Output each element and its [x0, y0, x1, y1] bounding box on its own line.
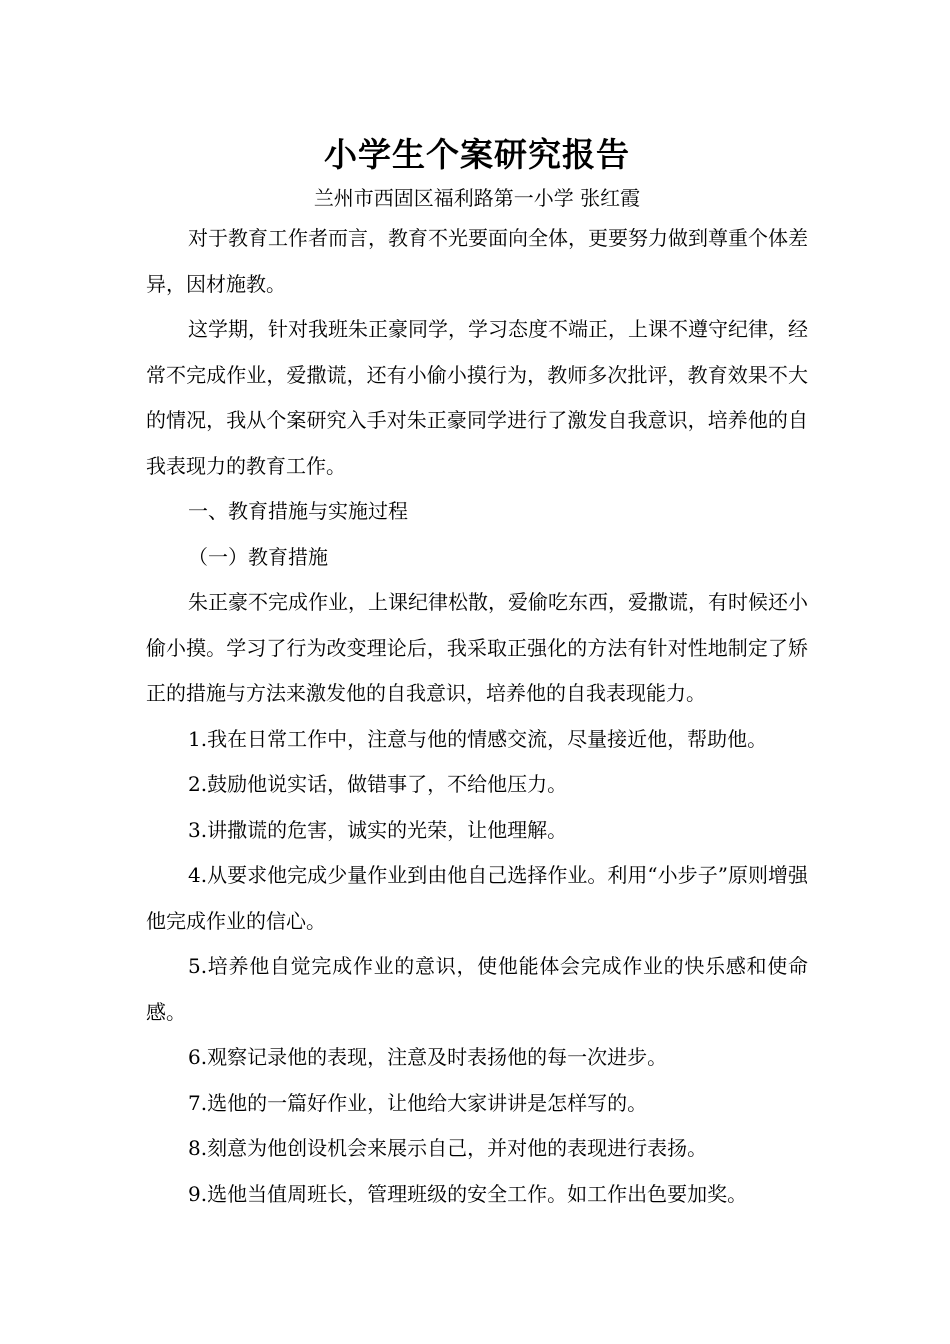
subsection-heading: （一）教育措施 — [188, 544, 328, 569]
measure-item-2: 2.鼓励他说实话，做错事了，不给他压力。 — [188, 772, 568, 796]
section-heading: 一、教育措施与实施过程 — [188, 499, 408, 523]
intro-paragraph: 对于教育工作者而言，教育不光要面向全体，更要努力做到尊重个体差异，因材施教。 — [146, 226, 808, 296]
measure-item-4: 4.从要求他完成少量作业到由他自己选择作业。利用“小步子”原则增强他完成作业的信心。 — [146, 863, 808, 933]
measure-item-8: 8.刻意为他创设机会来展示自己，并对他的表现进行表扬。 — [188, 1136, 708, 1160]
measure-item-7: 7.选他的一篇好作业，让他给大家讲讲是怎样写的。 — [188, 1090, 648, 1115]
measure-item-3: 3.讲撒谎的危害，诚实的光荣，让他理解。 — [188, 817, 568, 842]
measures-paragraph: 朱正豪不完成作业，上课纪律松散，爱偷吃东西，爱撒谎，有时候还小偷小摸。学习了行为改变理论后，我采取正强化的方法有针对性地制定了矫正的措施与方法来激发他的自我意识，培养他的自我表现能力。 — [146, 590, 808, 705]
measure-item-6: 6.观察记录他的表现，注意及时表扬他的每一次进步。 — [188, 1045, 668, 1069]
measure-item-9: 9.选他当值周班长，管理班级的安全工作。如工作出色要加奖。 — [188, 1181, 748, 1206]
background-paragraph: 这学期，针对我班朱正豪同学，学习态度不端正，上课不遵守纪律，经常不完成作业，爱撒谎，还有小偷小摸行为，教师多次批评，教育效果不大的情况，我从个案研究入手对朱正豪同学进行了激发自我意识，培养他的自我表现力的教育工作。 — [146, 317, 808, 478]
document-title: 小学生个案研究报告 — [324, 135, 630, 174]
document-author: 兰州市西固区福利路第一小学 张红霞 — [313, 186, 641, 210]
measure-item-1: 1.我在日常工作中，注意与他的情感交流，尽量接近他，帮助他。 — [188, 726, 768, 751]
document-body — [146, 130, 808, 1217]
measure-item-5: 5.培养他自觉完成作业的意识，使他能体会完成作业的快乐感和使命感。 — [146, 954, 808, 1024]
